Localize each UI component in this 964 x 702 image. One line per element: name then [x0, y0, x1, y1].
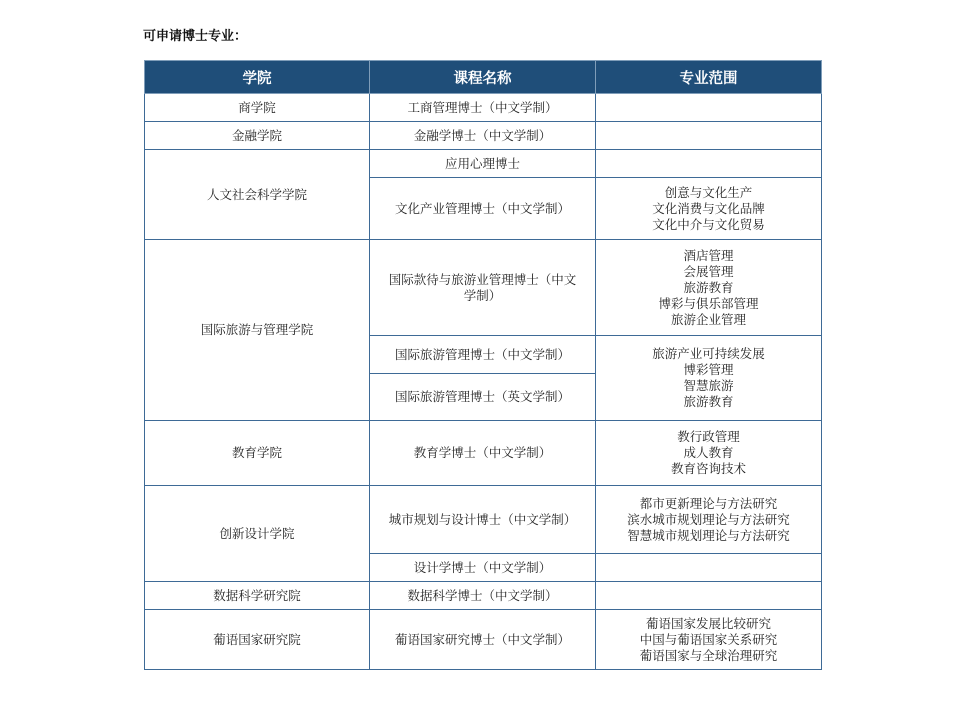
scope-item: 教行政管理	[677, 429, 740, 444]
table-row	[145, 240, 822, 336]
scope-item: 博彩管理	[683, 362, 734, 377]
doctoral-majors-table	[144, 60, 822, 670]
course-cell: 教育学博士（中文学制）	[370, 421, 596, 486]
college-cell: 葡语国家研究院	[145, 610, 370, 670]
scope-cell	[596, 240, 822, 336]
scope-item: 创意与文化生产	[664, 184, 753, 200]
college-cell: 人文社会科学学院	[145, 150, 370, 240]
scope-item: 滨水城市规划理论与方法研究	[627, 511, 790, 527]
college-cell: 商学院	[145, 94, 370, 122]
header-scope: 专业范围	[596, 61, 822, 94]
scope-cell	[596, 336, 822, 421]
table-row	[145, 94, 822, 122]
course-line: 国际款待与旅游业管理博士（中文	[388, 271, 577, 287]
table-row	[145, 421, 822, 486]
college-cell: 国际旅游与管理学院	[145, 240, 370, 421]
table-row	[145, 582, 822, 610]
scope-item: 葡语国家发展比较研究	[645, 615, 771, 631]
header-college: 学院	[145, 61, 370, 94]
course-line: 学制）	[463, 287, 502, 303]
scope-cell	[596, 582, 822, 610]
course-cell: 葡语国家研究博士（中文学制）	[370, 610, 596, 670]
table-row	[145, 122, 822, 150]
scope-item: 文化消费与文化品牌	[652, 200, 765, 216]
college-cell: 金融学院	[145, 122, 370, 150]
course-cell: 设计学博士（中文学制）	[370, 554, 596, 582]
course-cell: 国际旅游管理博士（中文学制）	[370, 336, 596, 374]
scope-item: 中国与葡语国家关系研究	[639, 631, 778, 647]
scope-cell	[596, 486, 822, 554]
course-cell: 金融学博士（中文学制）	[370, 122, 596, 150]
scope-item: 旅游教育	[683, 394, 734, 409]
scope-item: 教育咨询技术	[670, 461, 746, 476]
scope-item: 文化中介与文化贸易	[652, 216, 765, 232]
scope-item: 成人教育	[683, 445, 734, 460]
header-course: 课程名称	[370, 61, 596, 94]
course-cell: 城市规划与设计博士（中文学制）	[370, 486, 596, 554]
scope-item: 智慧城市规划理论与方法研究	[627, 527, 790, 543]
table-row	[145, 610, 822, 670]
course-cell	[370, 240, 596, 336]
scope-item: 都市更新理论与方法研究	[639, 495, 778, 511]
scope-item: 会展管理	[683, 263, 734, 279]
college-cell: 数据科学研究院	[145, 582, 370, 610]
table-header-row	[145, 61, 822, 94]
scope-item: 旅游教育	[683, 279, 734, 295]
course-cell: 应用心理博士	[370, 150, 596, 178]
course-cell: 文化产业管理博士（中文学制）	[370, 178, 596, 240]
college-cell: 教育学院	[145, 421, 370, 486]
table-row	[145, 150, 822, 178]
page-title: 可申请博士专业：	[143, 29, 248, 44]
scope-item: 酒店管理	[683, 247, 734, 263]
scope-cell	[596, 122, 822, 150]
scope-cell	[596, 150, 822, 178]
scope-item: 旅游企业管理	[670, 311, 746, 327]
course-cell: 数据科学博士（中文学制）	[370, 582, 596, 610]
scope-item: 智慧旅游	[683, 378, 734, 393]
college-cell: 创新设计学院	[145, 486, 370, 582]
scope-item: 旅游产业可持续发展	[652, 346, 765, 361]
course-cell: 工商管理博士（中文学制）	[370, 94, 596, 122]
scope-cell	[596, 178, 822, 240]
scope-item: 博彩与俱乐部管理	[658, 295, 759, 311]
scope-cell	[596, 610, 822, 670]
scope-cell	[596, 554, 822, 582]
scope-item: 葡语国家与全球治理研究	[639, 647, 778, 663]
scope-cell	[596, 421, 822, 486]
course-cell: 国际旅游管理博士（英文学制）	[370, 374, 596, 421]
table-row	[145, 486, 822, 554]
scope-cell	[596, 94, 822, 122]
